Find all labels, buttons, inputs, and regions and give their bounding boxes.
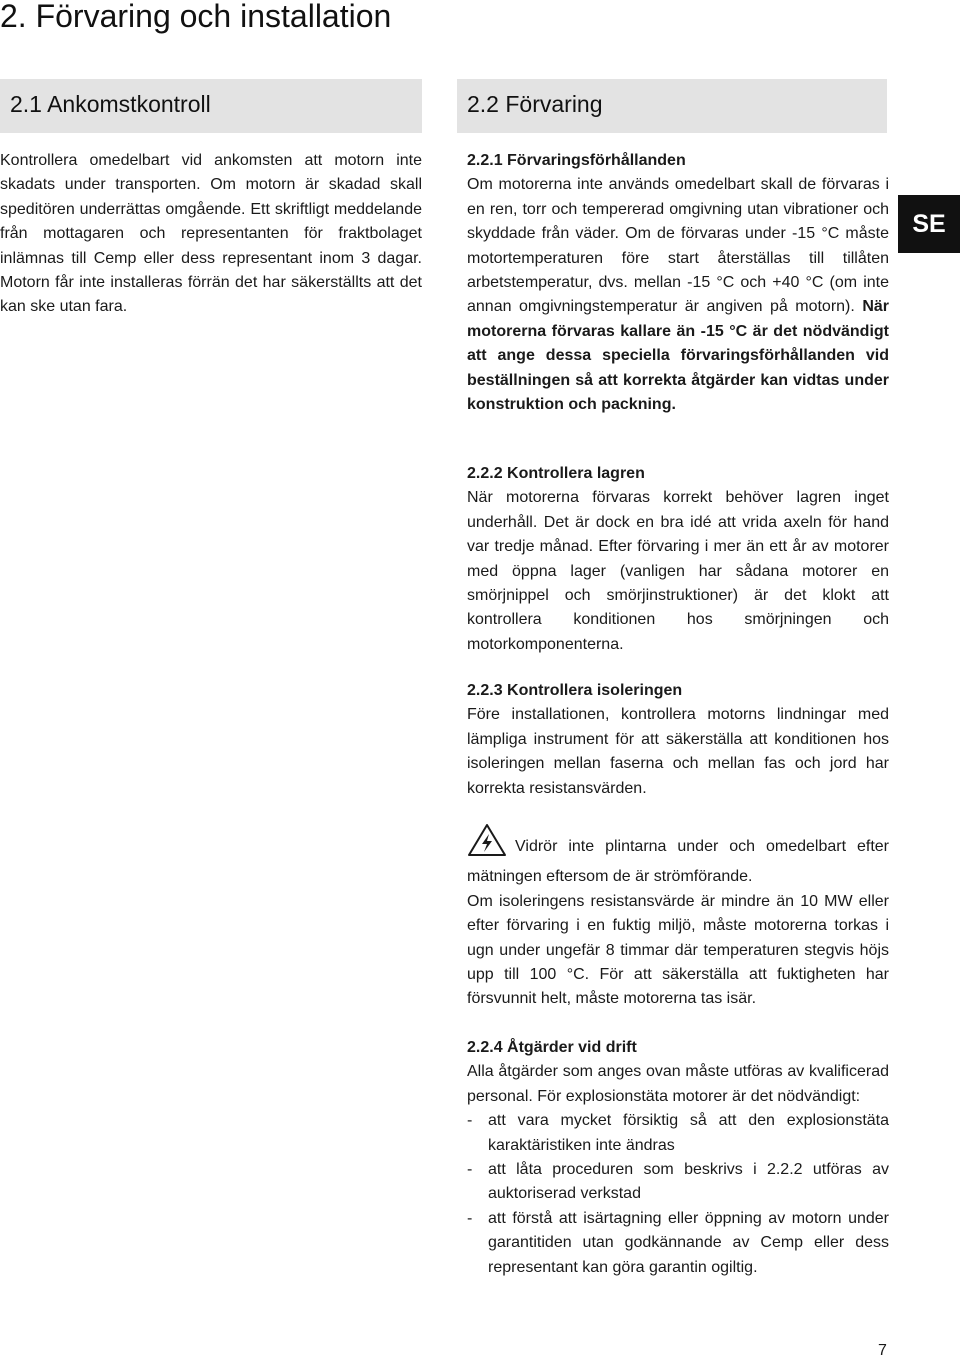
- list-item: - att låta proceduren som beskrivs i 2.2.2 utföras av auktoriserad verkstad: [467, 1158, 889, 1207]
- section-2-2-2-text: När motorerna förvaras korrekt behöver lagren inget underhåll. Det är dock en bra idé att vrida axeln för hand var tredje månad. Efter förvaring i mer än ett år av motorer med öppna lager (vanligen har sådana motorer en smörjnippel och smörjinstruktioner) är det klokt att kontrollera konditionen hos smörjningen och motorkomponenterna.: [467, 489, 889, 653]
- section-2-1-body: [0, 149, 422, 320]
- section-2-2-1-text: Om motorerna inte används omedelbart skall de förvaras i en ren, torr och tempererad omgivning utan vibrationer och skyddade från väder. Om de förvaras under -15 °C måste motortemperaturen före start återställas till tillåten arbetstemperatur, dvs. mellan -15 °C och +40 °C (om inte annan omgivningstemperatur är angiven på motorn).: [467, 176, 889, 316]
- section-2-2-header: [457, 79, 887, 133]
- page-title: 2. Förvaring och installation: [0, 0, 392, 34]
- section-2-2-4-intro: Alla åtgärder som anges ovan måste utföras av kvalificerad personal. För explosionstäta motorer är det nödvändigt:: [467, 1063, 889, 1105]
- high-voltage-warning-icon: [467, 823, 511, 865]
- section-2-2-1: [467, 149, 889, 417]
- section-2-2-3-heading: 2.2.3 Kontrollera isoleringen: [467, 682, 683, 699]
- section-2-1-text: Kontrollera omedelbart vid ankomsten att motorn inte skadats under transporten. Om motorn är skadad skall speditören underrättas omgående. Ett skriftligt meddelande från mottagaren och representanten för fraktbolaget inlämnas till Cemp eller dess representant inom 3 dagar. Motorn får inte installeras förrän det har säkerställts att det kan ske utan fara.: [0, 152, 422, 316]
- section-2-2-3-text-2: Om isoleringens resistansvärde är mindre än 10 MW eller efter förvaring i en fuktig miljö, måste motorerna torkas i ugn under ungefär 8 timmar där temperaturen stegvis höjs upp till 100 °C. För att säkerställa att fuktigheten har försvunnit helt, måste motorerna tas isär.: [467, 892, 889, 1008]
- section-2-2-3-text: Före installationen, kontrollera motorns lindningar med lämpliga instrument för att säkerställa att konditionen hos isoleringen mellan faserna och mellan fas och jord har korrekta resistansvärden.: [467, 706, 889, 797]
- list-item: - att vara mycket försiktig så att den explosionstäta karaktäristiken inte ändras: [467, 1109, 889, 1158]
- section-2-1-header: [0, 79, 422, 133]
- warning-note: [467, 823, 889, 890]
- warning-text: Vidrör inte plintarna under och omedelbart efter mätningen eftersom de är strömförande.: [467, 838, 889, 886]
- requirements-list: [467, 1109, 889, 1280]
- list-item: - att förstå att isärtagning eller öppning av motorn under garantitiden utan godkännande av Cemp eller dess representant kan göra garantin ogiltig.: [467, 1207, 889, 1280]
- section-2-2-3: [467, 679, 889, 1012]
- section-2-2-4: [467, 1036, 889, 1280]
- section-2-2-title: 2.2 Förvaring: [467, 91, 603, 117]
- section-2-2-2-heading: 2.2.2 Kontrollera lagren: [467, 465, 645, 482]
- language-tab: SE: [898, 195, 960, 253]
- section-2-2-1-bold-text: När motorerna förvaras kallare än -15 °C är det nödvändigt att ange dessa speciella förvaringsförhållanden vid beställningen så att korrekta åtgärder kan vidtas under konstruktion och packning.: [467, 298, 889, 414]
- section-2-1-title: 2.1 Ankomstkontroll: [10, 91, 211, 117]
- page-number: 7: [878, 1342, 887, 1359]
- section-2-2-2: [467, 462, 889, 657]
- section-2-2-4-heading: 2.2.4 Åtgärder vid drift: [467, 1039, 637, 1056]
- section-2-2-1-heading: 2.2.1 Förvaringsförhållanden: [467, 152, 686, 169]
